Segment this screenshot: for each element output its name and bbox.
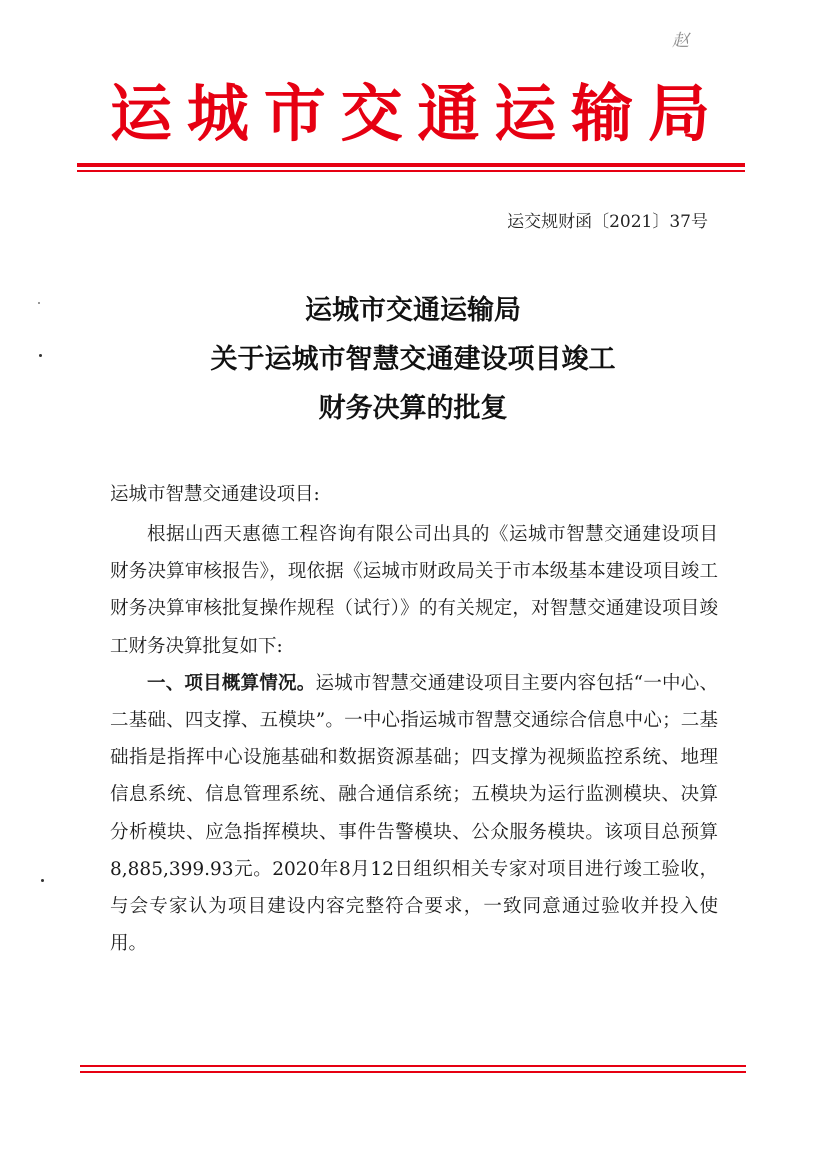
salutation: 运城市智慧交通建设项目: bbox=[110, 484, 320, 505]
document-body bbox=[110, 516, 718, 962]
letterhead-red-rule-thin bbox=[77, 170, 745, 172]
section-heading: 一、项目概算情况。 bbox=[147, 672, 316, 694]
footer-red-rule-thin bbox=[80, 1071, 746, 1073]
title-line-1: 运城市交通运输局 bbox=[305, 295, 521, 326]
margin-speck bbox=[41, 879, 44, 882]
document-number: 运交规财函〔2021〕37号 bbox=[507, 212, 708, 232]
title-line-3: 财务决算的批复 bbox=[318, 393, 508, 424]
paragraph-intro: 根据山西天惠德工程咨询有限公司出具的《运城市智慧交通建设项目财务决算审核报告》，现依据《运城市财政局关于市本级基本建设项目竣工财务决算审核批复操作规程（试行）》的有关规定，对智慧交通建设项目竣工财务决算批复如下: bbox=[110, 524, 718, 657]
margin-speck bbox=[38, 302, 40, 304]
margin-speck bbox=[39, 354, 42, 357]
footer-red-rule-thick bbox=[80, 1065, 746, 1067]
handwritten-mark: 赵 bbox=[672, 31, 690, 51]
paragraph-project-budget-text: 运城市智慧交通建设项目主要内容包括“一中心、二基础、四支撑、五模块”。一中心指运城市智慧交通综合信息中心；二基础指是指挥中心设施基础和数据资源基础；四支撑为视频监控系统、地理信息系统、信息管理系统、融合通信系统；五模块为运行监测模块、决算分析模块、应急指挥模块、事件告警模块、公众服务模块。该项目总预算8,885,399.93元。2020年8月12日组织相关专家对项目进行竣工验收，与会专家认为项目建设内容完整符合要求，一致同意通过验收并投入使用。 bbox=[110, 672, 718, 955]
letterhead-red-rule-thick bbox=[77, 163, 745, 167]
title-line-2: 关于运城市智慧交通建设项目竣工 bbox=[210, 344, 616, 375]
document-title bbox=[110, 286, 716, 433]
paragraph-project-budget bbox=[110, 665, 718, 963]
letterhead-title: 运城市交通运输局 bbox=[110, 77, 710, 150]
